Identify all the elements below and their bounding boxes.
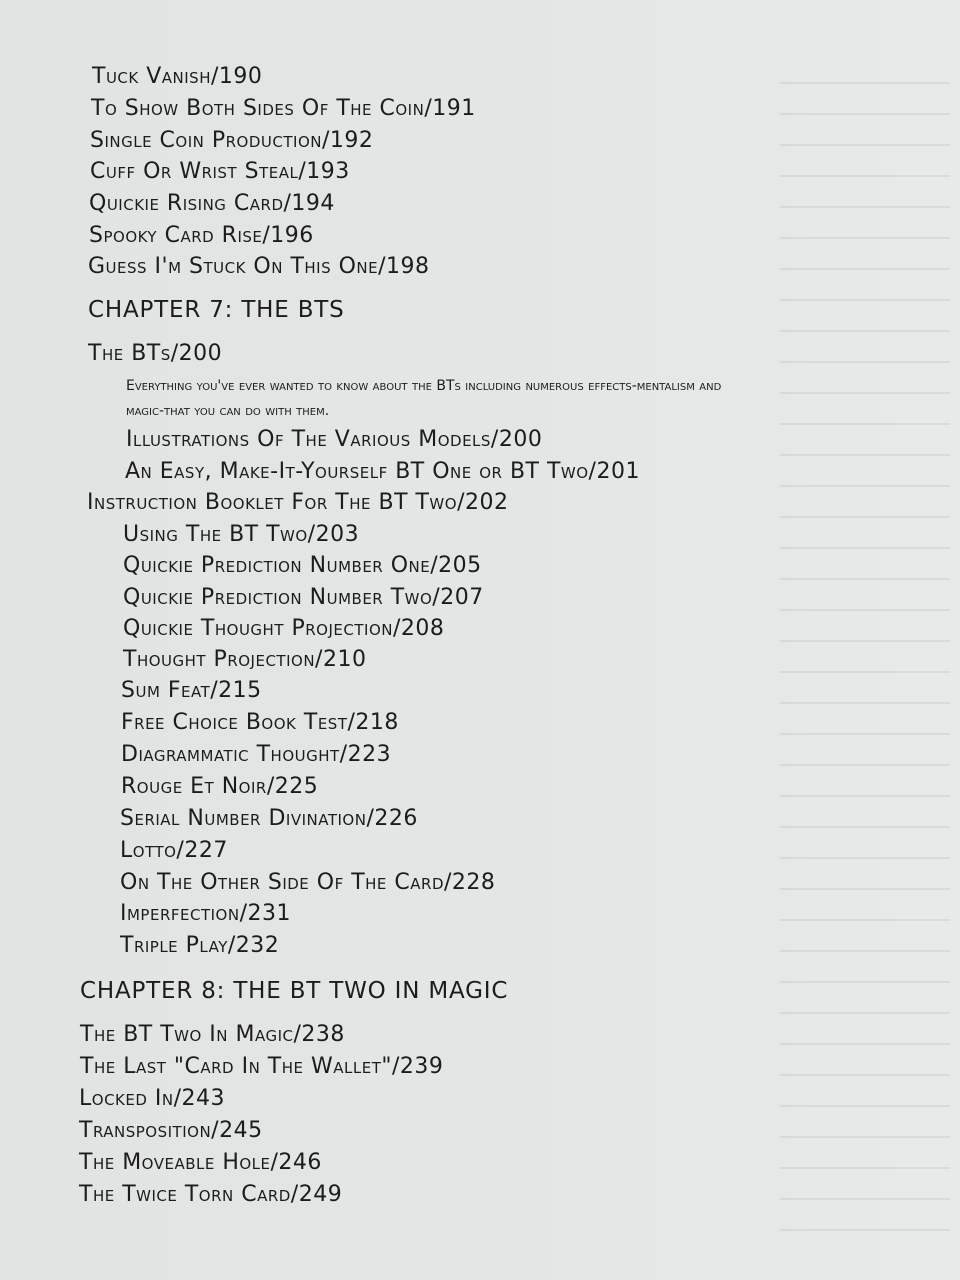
chapter-8-heading: CHAPTER 8: THE BT TWO IN MAGIC <box>80 978 509 1004</box>
toc-entry: Quickie Rising Card/194 <box>89 191 335 216</box>
toc-sub-entry: Imperfection/231 <box>120 901 291 926</box>
toc-entry: The Last "Card In The Wallet"/239 <box>80 1054 444 1079</box>
chapter-7-heading: CHAPTER 7: THE BTS <box>88 297 345 323</box>
toc-sub-entry: Sum Feat/215 <box>121 678 262 703</box>
toc-sub-entry: Quickie Prediction Number Two/207 <box>123 585 484 610</box>
toc-entry: Spooky Card Rise/196 <box>89 223 314 248</box>
toc-sub-entry: Lotto/227 <box>120 838 228 863</box>
toc-sub-entry: Using The BT Two/203 <box>123 522 360 547</box>
toc-entry: Tuck Vanish/190 <box>92 64 263 89</box>
toc-entry: The BT Two In Magic/238 <box>80 1022 345 1047</box>
toc-sub-entry: On The Other Side Of The Card/228 <box>120 870 496 895</box>
chapter-description: magic-that you can do with them. <box>126 403 330 419</box>
toc-sub-entry: Serial Number Divination/226 <box>120 806 418 831</box>
toc-entry: Transposition/245 <box>79 1118 263 1143</box>
toc-sub-entry: Diagrammatic Thought/223 <box>121 742 392 767</box>
toc-sub-entry: Quickie Prediction Number One/205 <box>123 553 482 578</box>
toc-sub-entry: Illustrations Of The Various Models/200 <box>126 427 543 452</box>
toc-sub-entry: Triple Play/232 <box>120 933 280 958</box>
toc-sub-entry: Thought Projection/210 <box>123 647 367 672</box>
toc-entry: The Twice Torn Card/249 <box>79 1182 343 1207</box>
toc-sub-entry: Quickie Thought Projection/208 <box>123 616 445 641</box>
toc-entry: Guess I'm Stuck On This One/198 <box>88 254 430 279</box>
toc-entry: Cuff Or Wrist Steal/193 <box>90 159 350 184</box>
show-through-text <box>780 60 950 1240</box>
toc-entry: Locked In/243 <box>79 1086 226 1111</box>
toc-entry: To Show Both Sides Of The Coin/191 <box>91 96 476 121</box>
toc-entry: The Moveable Hole/246 <box>79 1150 322 1175</box>
toc-entry: Single Coin Production/192 <box>90 128 374 153</box>
toc-entry: Instruction Booklet For The BT Two/202 <box>87 490 509 515</box>
toc-sub-entry: Rouge Et Noir/225 <box>121 774 319 799</box>
chapter-description: Everything you've ever wanted to know about the BTs including numerous effects-mentalism and <box>126 378 722 394</box>
toc-sub-entry: An Easy, Make-It-Yourself BT One or BT Two/201 <box>125 459 640 484</box>
toc-sub-entry: Free Choice Book Test/218 <box>121 710 399 735</box>
toc-entry: The BTs/200 <box>88 341 223 366</box>
